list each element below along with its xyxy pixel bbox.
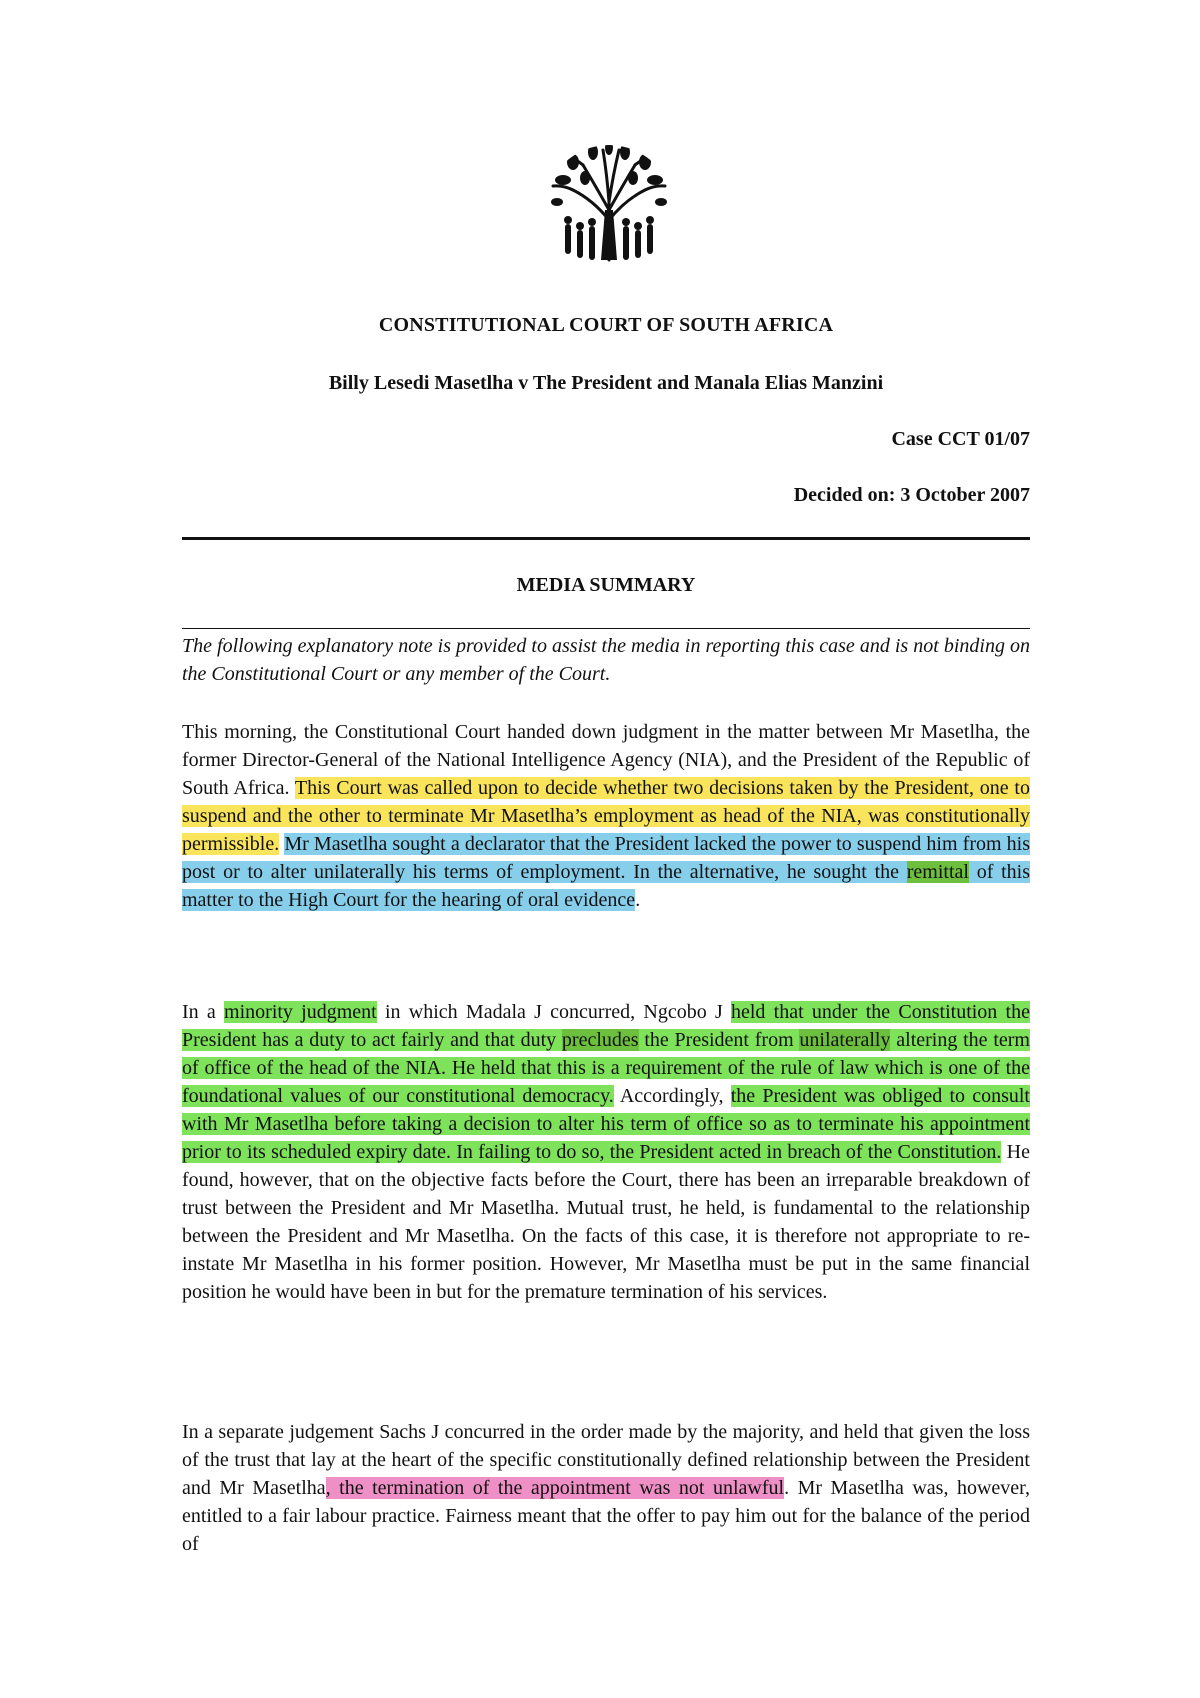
- summary-paragraph-3: [182, 1418, 1030, 1558]
- highlight-green-word: minority judgment: [224, 1001, 377, 1023]
- highlight-green-word: remittal: [906, 861, 969, 883]
- highlight-green: altering the term of office of the head of the NIA. He held that this is a requirement of the rule of law which is one of the foundational values of our constitutional democracy.: [182, 1029, 1030, 1107]
- highlight-yellow: This Court was called upon to decide whether two decisions taken by the President, one to suspend and the other to terminate Mr Masetlha’s employment as head of the NIA, was constitutionally permissible.: [182, 777, 1030, 855]
- summary-paragraph-1: [182, 718, 1030, 914]
- text-span: In a separate judgement Sachs J concurred in the order made by the majority, and held that given the loss of the trust that lay at the heart of the specific constitutionally defined relationship between the President and Mr Masetlha: [182, 1421, 1030, 1499]
- text-span: This morning, the Constitutional Court handed down judgment in the matter between Mr Masetlha, the former Director-General of the National Intelligence Agency (NIA), and the President of the Republic of South Africa.: [182, 721, 1030, 799]
- case-parties: Billy Lesedi Masetlha v The President and Manala Elias Manzini: [328, 372, 884, 394]
- text-span: . Mr Masetlha was, however, entitled to a fair labour practice. Fairness meant that the offer to pay him out for the balance of the period of: [182, 1477, 1030, 1555]
- text-span: In a: [182, 1001, 225, 1023]
- media-summary-heading: MEDIA SUMMARY: [516, 574, 696, 596]
- highlight-green: held that under the Constitution the President has a duty to act fairly and that duty: [182, 1001, 1030, 1051]
- court-title: CONSTITUTIONAL COURT OF SOUTH AFRICA: [378, 314, 834, 336]
- constitutional-court-tree-logo: [543, 140, 675, 278]
- text-span: He found, however, that on the objective facts before the Court, there has been an irreparable breakdown of trust between the President and Mr Masetlha. Mutual trust, he held, is fundamental to the relationship between the President and Mr Masetlha. On the facts of this case, it is therefore not appropriate to re-instate Mr Masetlha in his former position. However, Mr Masetlha must be put in the same financial position he would have been in but for the premature termination of his services.: [182, 1141, 1030, 1303]
- highlight-green-word: precludes: [561, 1029, 639, 1051]
- text-span: Accordingly,: [613, 1085, 731, 1107]
- section-divider: [182, 537, 1030, 540]
- explanatory-note: The following explanatory note is provided to assist the media in reporting this case and is not binding on the Constitutional Court or any member of the Court.: [182, 635, 1030, 685]
- note-divider: [182, 628, 1030, 629]
- highlight-blue: Mr Masetlha sought a declarator that the President lacked the power to suspend him from his post or to alter unilaterally his terms of employment. In the alternative, he sought the: [182, 833, 1031, 883]
- decision-date: Decided on: 3 October 2007: [793, 484, 1030, 506]
- highlight-green-word: unilaterally: [799, 1029, 891, 1051]
- highlight-green: the President from: [638, 1029, 800, 1051]
- highlight-green: the President was obliged to consult with Mr Masetlha before taking a decision to alter his term of office so as to terminate his appointment prior to its scheduled expiry date. In failing to do so, the President acted in breach of the Constitution.: [182, 1085, 1030, 1163]
- highlight-pink: , the termination of the appointment was not unlawful: [325, 1477, 785, 1499]
- text-span: .: [635, 889, 641, 911]
- text-span: in which Madala J concurred, Ngcobo J: [376, 1001, 731, 1023]
- summary-paragraph-2: [182, 998, 1030, 1306]
- highlight-blue: of this matter to the High Court for the hearing of oral evidence: [182, 861, 1030, 911]
- case-number: Case CCT 01/07: [891, 428, 1030, 450]
